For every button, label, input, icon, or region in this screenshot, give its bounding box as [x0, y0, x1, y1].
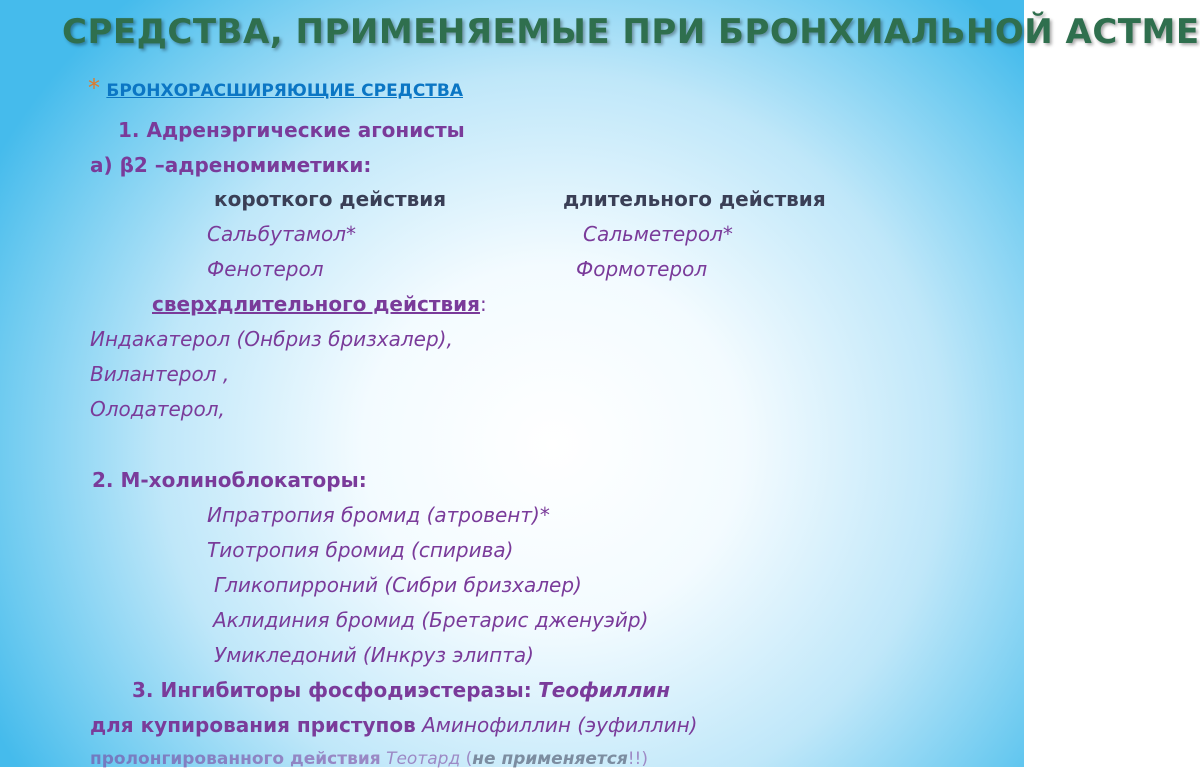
drug-aclidinium: Аклидиния бромид (Бретарис дженуэйр)	[213, 608, 649, 632]
drug-ipratropium: Ипратропия бромид (атровент)*	[207, 503, 550, 527]
drug-salmeterol: Сальметерол*	[583, 222, 733, 246]
drug-indacaterol: Индакатерол (Онбриз бризхалер),	[90, 327, 453, 351]
agonists-heading: 1. Адренэргические агонисты	[118, 118, 465, 142]
short-acting-label: короткого действия	[214, 187, 447, 211]
drug-glycopyrronium: Гликопирроний (Сибри бризхалер)	[214, 573, 582, 597]
section-heading	[88, 74, 463, 102]
note-paren: (	[465, 749, 473, 769]
ultra-long-colon: :	[479, 292, 487, 316]
drug-theophylline: Теофиллин	[538, 678, 671, 702]
prolonged-label: пролонгированного действия	[90, 749, 381, 769]
relief-label: для купирования приступов	[90, 713, 416, 737]
prolonged-line	[90, 749, 648, 769]
section-link[interactable]: БРОНХОРАСШИРЯЮЩИЕ СРЕДСТВА	[106, 81, 464, 101]
drug-formoterol: Формотерол	[576, 257, 708, 281]
drug-fenoterol: Фенотерол	[207, 257, 324, 281]
agonists-subheading: а) β2 –адреномиметики:	[90, 153, 372, 177]
bullet-star: *	[88, 74, 100, 102]
drug-vilanterol: Вилантерол ,	[90, 362, 230, 386]
slide-title: СРЕДСТВА, ПРИМЕНЯЕМЫЕ ПРИ БРОНХИАЛЬНОЙ АСТМЕ	[62, 12, 1200, 52]
relief-line	[90, 713, 697, 737]
pde-label: 3. Ингибиторы фосфодиэстеразы:	[132, 678, 532, 702]
drug-umeclidinium: Умикледоний (Инкруз элипта)	[214, 643, 534, 667]
drug-tiotropium: Тиотропия бромид (спирива)	[207, 538, 514, 562]
drug-olodaterol: Олодатерол,	[90, 397, 225, 421]
long-acting-label: длительного действия	[563, 187, 826, 211]
note-not-used: не применяется	[472, 749, 628, 769]
ultra-long-label: сверхдлительного действия	[152, 292, 480, 316]
pde-heading	[132, 678, 670, 702]
drug-teotard: Теотард	[386, 749, 461, 769]
drug-salbutamol: Сальбутамол*	[207, 222, 356, 246]
note-tail: !!)	[627, 749, 648, 769]
anticholinergics-heading: 2. М-холиноблокаторы:	[92, 468, 367, 492]
ultra-long-heading	[152, 292, 487, 316]
drug-aminophylline: Аминофиллин (эуфиллин)	[422, 713, 698, 737]
